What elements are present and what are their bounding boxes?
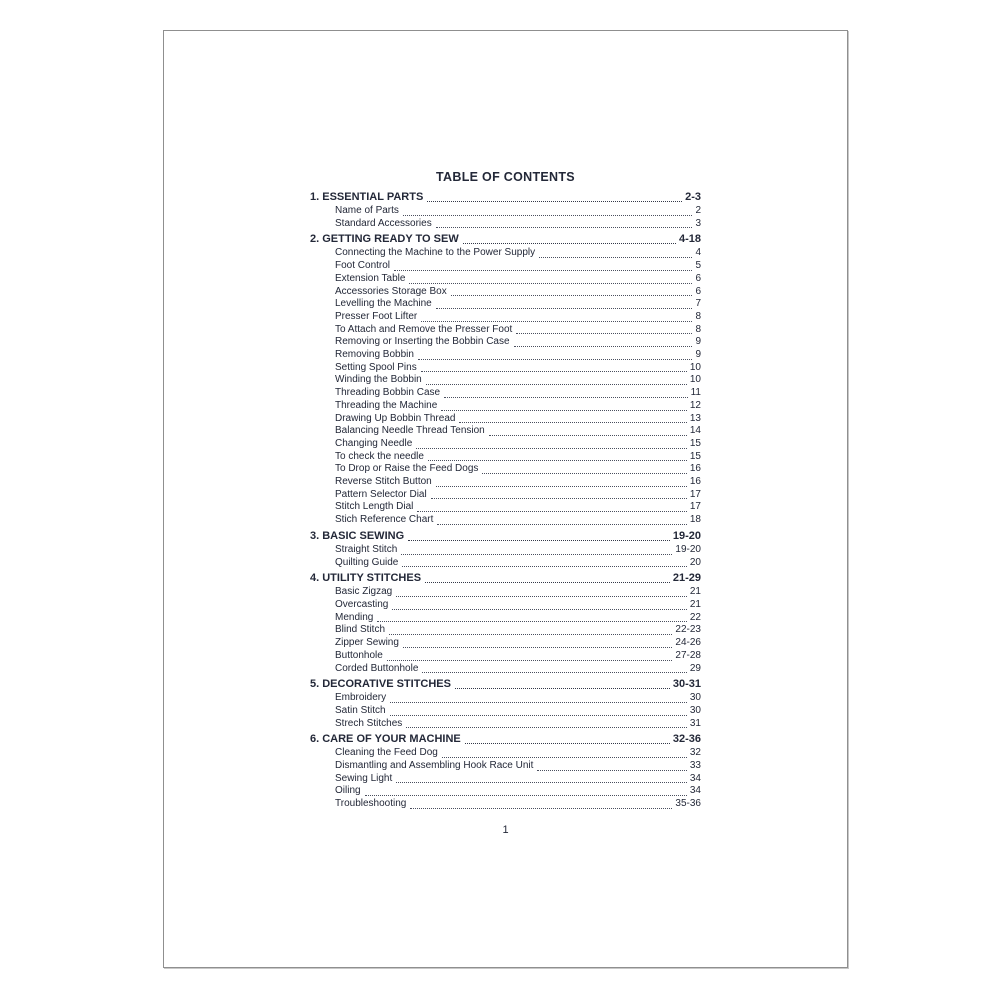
toc-title: TABLE OF CONTENTS: [436, 170, 575, 184]
dot-leader: [436, 486, 687, 487]
toc-entry-label: Strech Stitches: [335, 717, 403, 729]
toc-entry: [310, 663, 701, 676]
dot-leader: [416, 448, 687, 449]
toc-entry: [310, 311, 701, 324]
toc-section-pages: 2-3: [685, 191, 701, 203]
dot-leader: [389, 634, 672, 635]
toc-entry-label: Presser Foot Lifter: [335, 310, 418, 322]
toc-entry-label: Zipper Sewing: [335, 637, 399, 649]
dot-leader: [539, 257, 692, 258]
toc-entry-pages: 17: [689, 488, 701, 500]
dot-leader: [396, 596, 687, 597]
toc-entry-label: Removing or Inserting the Bobbin Case: [335, 336, 510, 348]
toc-entry-pages: 12: [689, 399, 701, 411]
dot-leader: [441, 410, 687, 411]
toc-entry-label: Levelling the Machine: [335, 298, 432, 310]
toc-entry: [310, 324, 701, 337]
toc-entry-pages: 9: [695, 349, 701, 361]
toc-entry-pages: 21: [689, 586, 701, 598]
page-number: 1: [502, 823, 509, 836]
toc-entry: [310, 544, 701, 557]
dot-leader: [428, 460, 687, 461]
toc-entry-label: Name of Parts: [335, 205, 399, 216]
dot-leader: [390, 715, 687, 716]
toc-entry-pages: 10: [689, 361, 701, 373]
toc-section-heading: [310, 677, 701, 692]
toc-entry-pages: 2: [695, 205, 701, 216]
toc-section-items: [310, 544, 701, 569]
toc-entry-pages: 30: [689, 704, 701, 716]
toc-entry-pages: 14: [689, 425, 701, 437]
toc-entry-pages: 29: [689, 662, 701, 674]
toc-entry: [310, 362, 701, 375]
toc-entry: [310, 387, 701, 400]
toc-entry: [310, 773, 701, 786]
toc-entry-pages: 17: [689, 501, 701, 513]
toc-entry-label: Cleaning the Feed Dog: [335, 747, 438, 759]
toc-section-label: 4. UTILITY STITCHES: [310, 572, 422, 585]
toc-entry-pages: 31: [689, 717, 701, 729]
toc-entry-pages: 8: [695, 323, 701, 335]
dot-leader: [403, 215, 693, 216]
toc-entry-pages: 22-23: [675, 624, 701, 636]
toc-entry: [310, 599, 701, 612]
toc-entry: [310, 612, 701, 625]
dot-leader: [459, 422, 686, 423]
toc-entry: [310, 476, 701, 489]
toc-entry-label: Accessories Storage Box: [335, 285, 447, 297]
toc-entry-pages: 33: [689, 760, 701, 772]
toc-entry: [310, 400, 701, 413]
toc-entry: [310, 413, 701, 426]
toc-section-pages: 4-18: [678, 233, 701, 246]
dot-leader: [365, 795, 687, 796]
toc-entry-pages: 6: [695, 285, 701, 297]
dot-leader: [406, 727, 687, 728]
toc-entry-label: To check the needle: [335, 450, 424, 462]
toc-section-label: 3. BASIC SEWING: [310, 529, 405, 542]
dot-leader: [396, 782, 687, 783]
toc-entry-pages: 6: [695, 272, 701, 284]
toc-entry-label: Satin Stitch: [335, 704, 386, 716]
toc-entry: [310, 349, 701, 362]
toc-section-heading: [310, 571, 701, 586]
toc-entry-pages: 15: [689, 437, 701, 449]
toc-section: [310, 732, 701, 811]
dot-leader: [463, 243, 676, 244]
toc-entry-pages: 18: [689, 514, 701, 526]
dot-leader: [418, 359, 693, 360]
toc-entry-label: Removing Bobbin: [335, 349, 414, 361]
dot-leader: [437, 524, 686, 525]
dot-leader: [431, 498, 687, 499]
toc-entry: [310, 650, 701, 663]
toc-entry-label: Embroidery: [335, 692, 387, 704]
dot-leader: [403, 647, 673, 648]
toc-entry-label: Threading the Machine: [335, 399, 438, 411]
dot-leader: [377, 621, 687, 622]
toc-section: [310, 677, 701, 730]
toc-entry-pages: 8: [695, 310, 701, 322]
toc-entry: [310, 718, 701, 731]
toc-entry: [310, 705, 701, 718]
toc-section-items: [310, 247, 701, 526]
dot-leader: [410, 808, 672, 809]
toc-entry-label: Corded Buttonhole: [335, 662, 419, 674]
toc-entry: [310, 286, 701, 299]
dot-leader: [489, 435, 687, 436]
toc-entry-label: Buttonhole: [335, 649, 383, 661]
toc-entry-pages: 32: [689, 747, 701, 759]
toc-entry: [310, 425, 701, 438]
toc-entry-label: Troubleshooting: [335, 798, 407, 810]
toc-entry-label: Setting Spool Pins: [335, 361, 417, 373]
toc-entry-pages: 21: [689, 598, 701, 610]
toc-entry: [310, 438, 701, 451]
dot-leader: [394, 270, 692, 271]
toc-entry-label: Blind Stitch: [335, 624, 386, 636]
toc-entry-label: To Attach and Remove the Presser Foot: [335, 323, 513, 335]
toc-entry: [310, 489, 701, 502]
toc-entry: [310, 514, 701, 527]
toc-entry: [310, 218, 701, 231]
toc-section-items: [310, 205, 701, 230]
toc-entry-label: Mending: [335, 611, 374, 623]
toc-entry-label: Quilting Guide: [335, 556, 399, 568]
dot-leader: [465, 743, 670, 744]
toc-entry: [310, 273, 701, 286]
toc-section-label: 2. GETTING READY TO SEW: [310, 233, 459, 246]
toc-entry: [310, 760, 701, 773]
toc-entry: [310, 463, 701, 476]
toc-entry: [310, 624, 701, 637]
toc-entry-label: Reverse Stitch Button: [335, 476, 432, 488]
toc-entry-pages: 7: [695, 298, 701, 310]
toc-entry-pages: 16: [689, 476, 701, 488]
dot-leader: [455, 688, 670, 689]
toc-entry-pages: 34: [689, 785, 701, 797]
dot-leader: [425, 582, 670, 583]
toc-entry-pages: 9: [695, 336, 701, 348]
dot-leader: [409, 283, 692, 284]
dot-leader: [402, 566, 687, 567]
toc-entry-pages: 16: [689, 463, 701, 475]
toc-entry-label: Straight Stitch: [335, 543, 398, 555]
table-of-contents: [310, 170, 701, 836]
toc-entry-pages: 24-26: [675, 637, 701, 649]
toc-section-items: [310, 747, 701, 811]
toc-entry-label: Stich Reference Chart: [335, 514, 434, 526]
toc-section-list: [310, 190, 701, 811]
toc-section-heading: [310, 732, 701, 747]
toc-entry-label: Standard Accessories: [335, 217, 432, 229]
toc-entry-label: Stitch Length Dial: [335, 501, 414, 513]
dot-leader: [408, 540, 670, 541]
dot-leader: [537, 770, 686, 771]
manual-page: [163, 30, 848, 968]
toc-entry-label: Balancing Needle Thread Tension: [335, 425, 485, 437]
toc-entry: [310, 336, 701, 349]
toc-entry-pages: 22: [689, 611, 701, 623]
toc-entry-pages: 4: [695, 247, 701, 259]
dot-leader: [442, 757, 687, 758]
dot-leader: [392, 609, 687, 610]
toc-section-heading: [310, 529, 701, 544]
toc-entry: [310, 785, 701, 798]
toc-entry: [310, 557, 701, 570]
dot-leader: [421, 321, 692, 322]
toc-entry-pages: 19-20: [675, 543, 701, 555]
toc-entry-label: Drawing Up Bobbin Thread: [335, 412, 456, 424]
toc-entry: [310, 637, 701, 650]
dot-leader: [387, 660, 673, 661]
dot-leader: [401, 554, 672, 555]
dot-leader: [451, 295, 693, 296]
toc-entry-pages: 20: [689, 556, 701, 568]
dot-leader: [444, 397, 688, 398]
toc-entry: [310, 586, 701, 599]
toc-entry-pages: 35-36: [675, 798, 701, 810]
toc-entry: [310, 692, 701, 705]
toc-section-label: 5. DECORATIVE STITCHES: [310, 678, 451, 691]
toc-entry: [310, 205, 701, 218]
toc-entry: [310, 798, 701, 811]
dot-leader: [436, 227, 693, 228]
toc-entry-label: Basic Zigzag: [335, 586, 393, 598]
toc-entry-label: Overcasting: [335, 598, 389, 610]
dot-leader: [422, 672, 686, 673]
toc-entry: [310, 747, 701, 760]
toc-entry-label: To Drop or Raise the Feed Dogs: [335, 463, 479, 475]
toc-entry-pages: 34: [689, 772, 701, 784]
toc-section: [310, 190, 701, 230]
toc-entry: [310, 374, 701, 387]
dot-leader: [426, 384, 687, 385]
toc-entry: [310, 298, 701, 311]
toc-section-items: [310, 586, 701, 675]
dot-leader: [514, 346, 693, 347]
toc-entry-label: Foot Control: [335, 260, 391, 272]
toc-entry-pages: 3: [695, 217, 701, 229]
toc-entry-pages: 30: [689, 692, 701, 704]
toc-entry-label: Dismantling and Assembling Hook Race Unit: [335, 760, 534, 772]
dot-leader: [516, 333, 692, 334]
toc-section-pages: 32-36: [672, 733, 701, 746]
dot-leader: [427, 201, 682, 202]
toc-entry: [310, 260, 701, 273]
toc-section-heading: [310, 190, 701, 205]
dot-leader: [436, 308, 693, 309]
dot-leader: [482, 473, 686, 474]
toc-entry-label: Connecting the Machine to the Power Supply: [335, 247, 536, 259]
dot-leader: [417, 511, 686, 512]
toc-entry-pages: 5: [695, 260, 701, 272]
toc-section-heading: [310, 232, 701, 247]
toc-entry-pages: 11: [690, 387, 701, 399]
toc-entry-label: Pattern Selector Dial: [335, 488, 427, 500]
dot-leader: [390, 702, 687, 703]
toc-entry-label: Oiling: [335, 785, 361, 797]
toc-section-label: 6. CARE OF YOUR MACHINE: [310, 733, 461, 746]
toc-entry-label: Sewing Light: [335, 772, 393, 784]
toc-entry: [310, 501, 701, 514]
toc-section: [310, 529, 701, 569]
toc-section-pages: 30-31: [672, 678, 701, 691]
dot-leader: [421, 371, 687, 372]
toc-entry-label: Extension Table: [335, 272, 406, 284]
toc-section: [310, 232, 701, 526]
toc-section: [310, 571, 701, 675]
toc-section-items: [310, 692, 701, 730]
toc-entry-pages: 27-28: [675, 649, 701, 661]
toc-entry: [310, 451, 701, 464]
toc-entry-pages: 10: [689, 374, 701, 386]
toc-entry-label: Threading Bobbin Case: [335, 387, 441, 399]
toc-section-pages: 21-29: [672, 572, 701, 585]
toc-section-pages: 19-20: [672, 529, 701, 542]
toc-entry-label: Winding the Bobbin: [335, 374, 422, 386]
toc-entry-pages: 13: [689, 412, 701, 424]
toc-section-label: 1. ESSENTIAL PARTS: [310, 191, 424, 203]
toc-entry-pages: 15: [689, 450, 701, 462]
toc-entry: [310, 247, 701, 260]
toc-entry-label: Changing Needle: [335, 437, 413, 449]
